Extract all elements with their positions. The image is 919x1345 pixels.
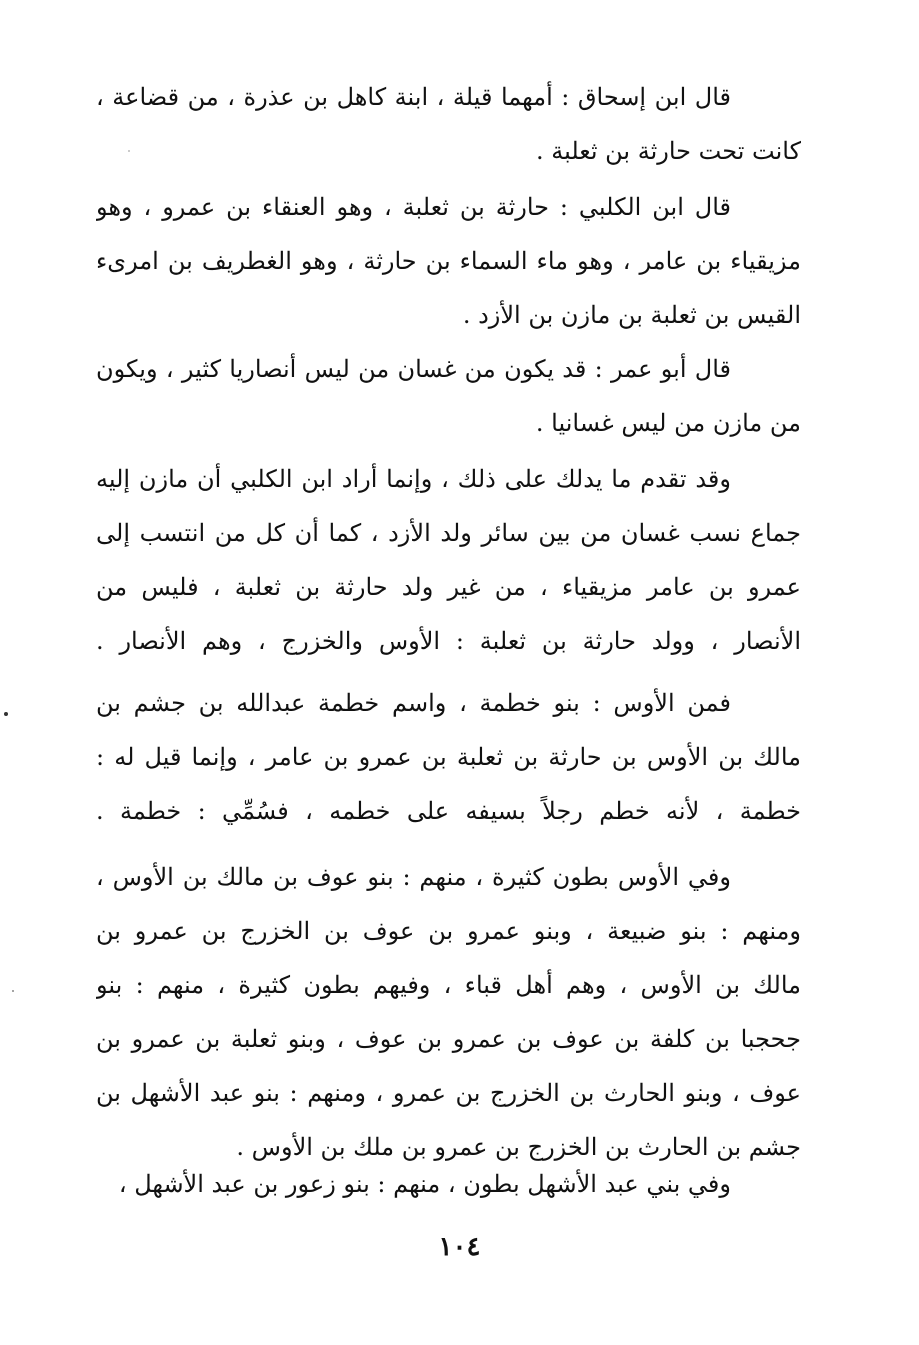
scan-speck xyxy=(12,990,14,992)
text-line: مالك بن الأوس ، وهم أهل قباء ، وفيهم بطون كثيرة ، منهم : بنو xyxy=(96,971,801,999)
text-line: الأنصار ، وولد حارثة بن ثعلبة : الأوس والخزرج ، وهم الأنصار . xyxy=(96,627,801,655)
paragraph-7 xyxy=(96,1157,801,1211)
text-line: عوف ، وبنو الحارث بن الخزرج بن عمرو ، ومنهم : بنو عبد الأشهل بن xyxy=(96,1079,801,1107)
paragraph-4 xyxy=(96,452,801,668)
text-line: ومنهم : بنو ضبيعة ، وبنو عمرو بن عوف بن الخزرج بن عمرو بن xyxy=(96,917,801,945)
paragraph-2 xyxy=(96,180,801,342)
text-line: وفي بني عبد الأشهل بطون ، منهم : بنو زعور بن عبد الأشهل ، xyxy=(118,1170,731,1198)
text-line: جشم بن الحارث بن الخزرج بن عمرو بن ملك بن الأوس . xyxy=(236,1133,801,1161)
paragraph-3 xyxy=(96,342,801,450)
scan-speck xyxy=(4,712,8,716)
text-line: فمن الأوس : بنو خطمة ، واسم خطمة عبدالله بن جشم بن xyxy=(96,689,731,717)
text-line: مزيقياء بن عامر ، وهو ماء السماء بن حارثة ، وهو الغطريف بن امرىء xyxy=(96,247,801,275)
text-line: قال أبو عمر : قد يكون من غسان من ليس أنصاريا كثير ، ويكون xyxy=(96,355,731,383)
text-line: قال ابن إسحاق : أمهما قيلة ، ابنة كاهل بن عذرة ، من قضاعة ، xyxy=(96,83,731,111)
text-line: عمرو بن عامر مزيقياء ، من غير ولد حارثة بن ثعلبة ، فليس من xyxy=(96,573,801,601)
text-line: جماع نسب غسان من بين سائر ولد الأزد ، كما أن كل من انتسب إلى xyxy=(96,519,801,547)
text-line: من مازن من ليس غسانيا . xyxy=(535,409,801,437)
paragraph-1 xyxy=(96,70,801,178)
text-line: القيس بن ثعلبة بن مازن بن الأزد . xyxy=(462,301,801,329)
paragraph-5 xyxy=(96,676,801,838)
text-line: كانت تحت حارثة بن ثعلبة . xyxy=(535,137,801,165)
text-line: خطمة ، لأنه خطم رجلاً بسيفه على خطمه ، فسُمِّي : خطمة . xyxy=(96,797,801,825)
text-line: مالك بن الأوس بن حارثة بن ثعلبة بن عمرو بن عامر ، وإنما قيل له : xyxy=(96,743,801,771)
text-line: جحجبا بن كلفة بن عوف بن عمرو بن عوف ، وبنو ثعلبة بن عمرو بن xyxy=(96,1025,801,1053)
text-line: قال ابن الكلبي : حارثة بن ثعلبة ، وهو العنقاء بن عمرو ، وهو xyxy=(96,193,731,221)
scan-speck xyxy=(128,150,130,152)
text-line: وقد تقدم ما يدلك على ذلك ، وإنما أراد ابن الكلبي أن مازن إليه xyxy=(96,465,731,493)
text-line: وفي الأوس بطون كثيرة ، منهم : بنو عوف بن مالك بن الأوس ، xyxy=(96,863,731,891)
paragraph-6 xyxy=(96,850,801,1174)
page-number: ١٠٤ xyxy=(438,1232,481,1262)
